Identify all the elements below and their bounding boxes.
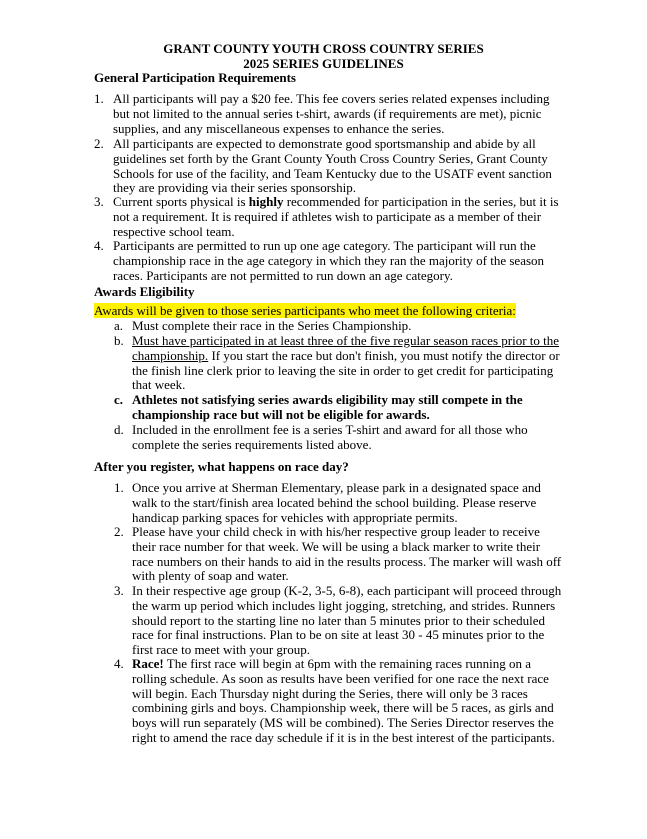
document-subtitle: 2025 SERIES GUIDELINES: [243, 56, 404, 71]
general-heading: General Participation Requirements: [94, 70, 296, 85]
list-item: d. Included in the enrollment fee is a series T-shirt and award for all those who complete the series requirements listed above.: [114, 422, 528, 452]
document-title: GRANT COUNTY YOUTH CROSS COUNTRY SERIES: [163, 41, 484, 56]
list-item: 1. All participants will pay a $20 fee. This fee covers series related expenses including but not limited to the annual series t-shirt, awards (if requirements are met), picnic supplies, and any miscellaneous expenses to enhance the series.: [94, 91, 550, 136]
list-item: b. Must have participated in at least three of the five regular season races prior to the championship. If you start the race but don't finish, you must notify the director or the finish line clerk prior to leaving the site in order to get credit for participating that week.: [114, 333, 560, 393]
list-item: a. Must complete their race in the Series Championship.: [114, 318, 412, 333]
list-item: 4. Participants are permitted to run up one age category. The participant will run the championship race in the age category in which they ran the majority of the season races. Participants are not permitted to run down an age category.: [94, 238, 545, 283]
race-day-heading: After you register, what happens on race day?: [94, 459, 349, 474]
list-item: c. Athletes not satisfying series awards eligibility may still compete in the championship race but will not be eligible for awards.: [114, 392, 523, 422]
awards-criteria-highlight: Awards will be given to those series participants who meet the following criteria:: [94, 303, 516, 318]
list-item: 3. In their respective age group (K-2, 3-5, 6-8), each participant will proceed through the warm up period which includes light jogging, stretching, and strides. Runners should report to the starting line no later than 5 minutes prior to their scheduled race for final instructions. Plan to be on site at least 30 - 45 minutes prior to the first race to meet with your group.: [114, 583, 562, 658]
list-item: 3. Current sports physical is highly recommended for participation in the series, but it is not a requirement. It is required if athletes wish to participate as a member of their respective school team.: [94, 194, 559, 239]
list-item: 1. Once you arrive at Sherman Elementary, please park in a designated space and walk to the start/finish area located behind the school building. Please reserve handicap parking spaces for vehicles with appropriate permits.: [114, 480, 541, 525]
list-item: 4. Race! The first race will begin at 6pm with the remaining races running on a rolling schedule. As soon as results have been verified for one race the next race will begin. Each Thursday night during the Series, there will only be 3 races combining girls and boys. Championship week, there will be 5 races, as girls and boys will run separately (MS will be combined). The Series Director reserves the right to amend the race day schedule if it is in the best interest of the participants.: [114, 656, 555, 745]
awards-heading: Awards Eligibility: [94, 284, 195, 299]
list-item: 2. All participants are expected to demonstrate good sportsmanship and abide by all guidelines set forth by the Grant County Youth Cross Country Series, Grant County Schools for use of the facility, and Team Kentucky due to the USATF event sanction they are providing via their series sponsorship.: [94, 136, 552, 196]
list-item: 2. Please have your child check in with his/her respective group leader to receive their race number for that week. We will be using a black marker to write their race numbers on their hands to aid in the results process. The marker will wash off with plenty of soap and water.: [114, 524, 562, 584]
